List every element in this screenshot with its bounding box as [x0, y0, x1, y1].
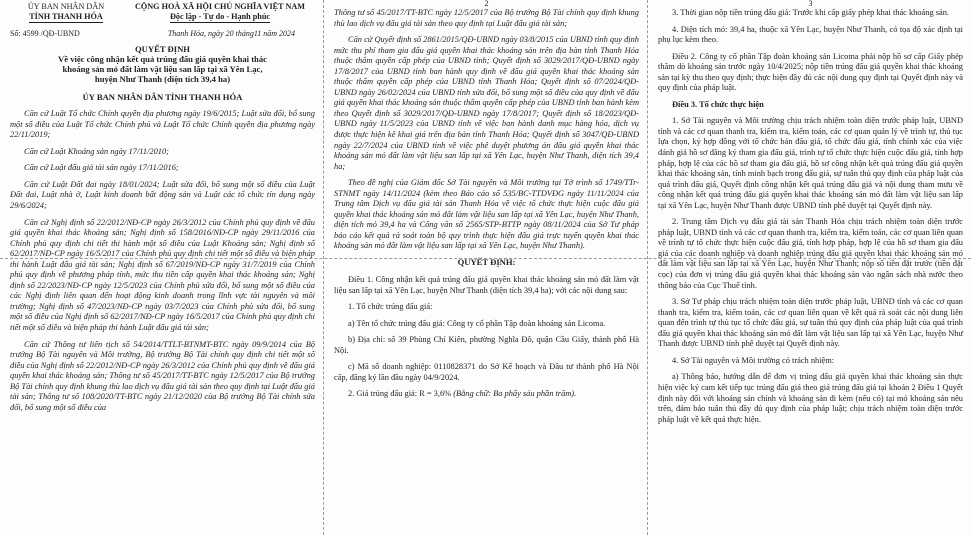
- article-3-item-2: 2. Trung tâm Dịch vụ đấu giá tài sản Thanh Hóa chịu trách nhiệm toàn diện trước pháp luật, UBND tỉnh và các cơ quan thanh tra, kiểm tra, kiểm toán, các cơ quan liên quan về trình tự tổ chức thực hiện cuộc đấu giá, tính hợp pháp, hợp lệ của hồ sơ tham gia đấu giá của các doanh nghiệp và doanh nghiệp trúng đấu giá quyền khai thác khoáng sản mỏ đất làm vật liệu san lấp tại xã Yên Lạc, huyện Như Thanh; nộp số tiền đặt trước (tiền đặt cọc) của đơn vị trúng đấu giá quyền khai thác khoáng sản vào ngân sách nhà nước theo thông báo của Cục Thuế tỉnh.: [658, 217, 963, 290]
- page-number: 3: [808, 0, 813, 8]
- legal-basis: Thông tư số 45/2017/TT-BTC ngày 12/5/2017 của Bộ trưởng Bộ Tài chính quy định khung thù lao dịch vụ đấu giá tài sản theo quy định tại Luật đấu giá tài sản;: [334, 8, 639, 28]
- document-header: [10, 2, 315, 23]
- article-3-heading: Điều 3. Tổ chức thực hiện: [672, 99, 764, 109]
- article-3-item-4: 4. Sở Tài nguyên và Môi trường có trách nhiệm:: [672, 355, 835, 365]
- legal-basis: Căn cứ Thông tư liên tịch số 54/2014/TTLT-BTNMT-BTC ngày 09/9/2014 của Bộ trưởng Bộ Tài nguyên và Môi trường, Bộ trưởng Bộ Tài chính quy định chi tiết một số điều của Nghị định số 22/2012/NĐ-CP ngày 26/3/2012 của Chính phủ quy định về đấu giá quyền khai thác khoáng sản; Thông tư số 45/2017/TT-BTC ngày 12/5/2017 của Bộ trưởng Bộ Tài chính quy định khung thù lao dịch vụ đấu giá tài sản theo quy định tại Luật đấu giá tài sản; Thông tư số 108/2020/TT-BTC ngày 21/12/2020 của Bộ trưởng Bộ Tài chính sửa đổi, bổ sung một số điều của: [10, 339, 315, 412]
- page-2: [324, 0, 647, 535]
- national-motto-block: [125, 2, 315, 23]
- mine-area: 4. Diện tích mỏ: 39,4 ha, thuộc xã Yên Lạc, huyện Như Thanh, có tọa độ xác định tại phụ lục kèm theo.: [658, 24, 963, 45]
- place-date: Thanh Hóa, ngày 20 tháng11 năm 2024: [167, 29, 295, 39]
- article-3-item-3: 3. Sở Tư pháp chịu trách nhiệm toàn diện trước pháp luật, UBND tỉnh và các cơ quan thanh tra, kiểm tra, kiểm toán, các cơ quan liên quan về kết quả rà soát các nội dung liên quan đến trình tự thủ tục tổ chức đấu giá, sự tuân thủ quy định của pháp luật của quá trình đấu giá quyền khai thác khoáng sản mỏ đất làm vật liệu san lấp tại xã Yên Lạc, huyện Như Thanh được UBND tỉnh phê duyệt tại Quyết định này.: [658, 297, 963, 349]
- agency-line-2: TỈNH THANH HÓA: [29, 12, 103, 24]
- page-number: 2: [484, 0, 489, 8]
- article-3-item-4a: a) Thông báo, hướng dẫn để đơn vị trúng đấu giá quyền khai thác khoáng sản thực hiện việc ký cam kết tiếp tục trúng đấu giá theo giá trúng đấu giá tại khoản 2 Điều 1 Quyết định này đối với khoáng sản chính và khoáng sản đi kèm (nếu có) tại mỏ khoáng sản nêu trên, đảm bảo tuân thủ đầy đủ quy định của pháp luật; chịu trách nhiệm toàn diện trước pháp luật về kết quả thực hiện.: [658, 372, 963, 424]
- decision-heading: QUYẾT ĐỊNH:: [457, 257, 516, 268]
- column-divider: [323, 0, 324, 535]
- country-name: CỘNG HOÀ XÃ HỘI CHỦ NGHĨA VIỆT NAM: [134, 2, 306, 11]
- article-3-item-1: 1. Sở Tài nguyên và Môi trường chịu trách nhiệm toàn diện trước pháp luật, UBND tỉnh và các cơ quan thanh tra, kiểm tra, kiểm toán, các cơ quan quản lý về trình tự, thủ tục lựa chọn, ký hợp đồng với tổ chức bán đấu giá, tổ chức đấu giá, tính chính xác của việc đánh giá hồ sơ đăng ký tham gia đấu giá, trình tự tổ chức thực hiện cuộc đấu giá, tính hợp pháp, hợp lệ của các hồ sơ tham gia đấu giá, hồ sơ công nhận kết quả trúng đấu giá quyền khai thác khoáng sản, tính minh bạch trong đấu giá, sự tuân thủ quy định của pháp luật của quá trình đấu giá, Quyết định công nhận kết quả trúng đấu giá và nội dung tham mưu về công nhận kết quả trúng đấu giá quyền khai thác khoáng sản mỏ đất làm vật liệu san lấp tại xã Yên Lạc, huyện Như Thanh được UBND tỉnh phê duyệt tại Quyết định này.: [658, 116, 963, 210]
- article-2: Điều 2. Công ty cổ phần Tập đoàn khoáng sản Licoma phải nộp hồ sơ cấp Giấy phép thăm dò khoáng sản trước ngày 10/4/2025; nộp tiền trúng đấu giá quyền khai thác khoáng sản tại kỳ thu theo quy định; thực hiện đầy đủ các nội dung quy định tại Quyết định này và quy định của pháp luật.: [658, 51, 963, 93]
- doc-number: Số: 4599 /QĐ-UBND: [10, 29, 80, 39]
- doc-meta: [10, 29, 315, 38]
- winning-price-value: 2. Giá trúng đấu giá: R = 3,6%: [348, 389, 454, 399]
- legal-basis: Căn cứ Luật Khoáng sản ngày 17/11/2010;: [24, 146, 169, 156]
- agency-block: [10, 2, 122, 23]
- winner-name: a) Tên tổ chức trúng đấu giá: Công ty cổ phần Tập đoàn khoáng sản Licoma.: [348, 318, 606, 328]
- decision-title: QUYẾT ĐỊNH: [135, 44, 190, 55]
- winning-price-words: (Bằng chữ: Ba phẩy sáu phần trăm).: [453, 389, 577, 399]
- legal-basis: Căn cứ Quyết định số 2861/2015/QĐ-UBND ngày 03/8/2015 của UBND tỉnh quy định mức thu phí tham gia đấu giá quyền khai thác khoáng sản trên địa bàn tỉnh Thanh Hóa thuộc thẩm quyền cấp phép của UBND tỉnh; Quyết định số 3029/2017/QĐ-UBND ngày 17/8/2017 của UBND tỉnh ban hành quy định về đấu giá quyền khai thác khoáng sản thuộc thẩm quyền cấp phép của UBND tỉnh Thanh Hóa; Quyết định số 07/2024/QĐ-UBND ngày 26/02/2024 của UBND tỉnh sửa đổi, bổ sung một số điều của quy định về đấu giá quyền khai thác khoáng sản thuộc thẩm quyền cấp phép của UBND tỉnh ban hành kèm theo Quyết định số 3029/2017/QĐ-UBND ngày 17/8/2017; Quyết định số 18/2023/QĐ-UBND ngày 11/5/2023 của UBND tỉnh về việc ban hành danh mục hàng hóa, dịch vụ được thực hiện kê khai giá trên địa bàn tỉnh Thanh Hóa; Quyết định số 3047/QĐ-UBND ngày 22/7/2024 của UBND tỉnh về việc phê duyệt phương án đấu giá quyền khai thác khoáng sản mỏ đất làm vật liệu san lấp tại xã Yên Lạc, huyện Như Thanh, diện tích 39,4 ha;: [334, 35, 639, 171]
- winner-address: b) Địa chỉ: số 39 Phùng Chí Kiên, phường Nghĩa Đô, quận Cầu Giấy, thành phố Hà Nội.: [334, 335, 639, 355]
- subtitle-line-2: khoáng sản mỏ đất làm vật liệu san lấp tại xã Yên Lạc,: [62, 64, 263, 75]
- article-1: Điều 1. Công nhận kết quả trúng đấu giá quyền khai thác khoáng sản mỏ đất làm vật liệu san lấp tại xã Yên Lạc, huyện Như Thanh (diện tích 39,4 ha); với các nội dung sau:: [334, 275, 639, 295]
- legal-basis: Căn cứ Nghị định số 22/2012/NĐ-CP ngày 26/3/2012 của Chính phủ quy định về đấu giá quyền khai thác khoáng sản; Nghị định số 158/2016/NĐ-CP ngày 29/11/2016 của Chính phủ quy định chi tiết thi hành một số điều của Luật Khoáng sản; Nghị định số 62/2017/NĐ-CP ngày 16/5/2017 của Chính phủ quy định chi tiết một số điều và biện pháp thi hành Luật đấu giá tài sản; Nghị định số 67/2019/NĐ-CP ngày 31/7/2019 của Chính phủ quy định về phương pháp tính, mức thu tiền cấp quyền khai thác khoáng sản; Nghị định số 22/2023/NĐ-CP ngày 12/5/2023 của Chính phủ sửa đổi, bổ sung một số điều của các Nghị định liên quan đến hoạt động kinh doanh trong lĩnh vực tài nguyên và môi trường; Nghị định số 47/2023/NĐ-CP ngày 03/7/2023 của Chính phủ sửa đổi, bổ sung một số điều của Nghị định số 62/2017/NĐ-CP ngày 16/5/2017 của Chính phủ quy định chi tiết một số điều và biện pháp thi hành Luật đấu giá tài sản;: [10, 217, 315, 333]
- motto: Độc lập - Tự do - Hạnh phúc: [170, 12, 270, 24]
- payment-time: 3. Thời gian nộp tiền trúng đấu giá: Trước khi cấp giấy phép khai thác khoáng sản.: [672, 8, 950, 17]
- proposal-basis: Theo đề nghị của Giám đốc Sở Tài nguyên và Môi trường tại Tờ trình số 1749/TTr-STNMT ngày 14/11/2024 (kèm theo Báo cáo số 535/BC-TTDVĐG ngày 11/11/2024 của Trung tâm Dịch vụ đấu giá tài sản Thanh Hóa về việc tổ chức thực hiện cuộc đấu giá quyền khai thác khoáng sản mỏ đất làm vật liệu san lấp tại xã Yên Lạc, huyện Như Thanh, diện tích mỏ 39,4 ha và Công văn số 2565/STP-BTTP ngày 08/11/2024 của Sở Tư pháp báo cáo kết quả rà soát toàn bộ quy trình thực hiện đấu giá trực tuyến quyền khai thác khoáng sản mỏ đất làm vật liệu san lấp tại xã Yên Lạc, huyện Như Thanh).: [334, 178, 639, 251]
- legal-basis: Căn cứ Luật Tổ chức Chính quyền địa phương ngày 19/6/2015; Luật sửa đổi, bổ sung một số điều của Luật Tổ chức Chính phủ và Luật Tổ chức Chính quyền địa phương ngày 22/11/2019;: [10, 109, 315, 140]
- issuer-heading: ỦY BAN NHÂN DÂN TỈNH THANH HÓA: [82, 92, 243, 103]
- page-3: [648, 0, 971, 535]
- winner-heading: 1. Tổ chức trúng đấu giá:: [348, 302, 433, 312]
- subtitle-line-3: huyện Như Thanh (diện tích 39,4 ha): [94, 74, 231, 85]
- column-divider: [647, 0, 648, 535]
- winner-tax-code: c) Mã số doanh nghiệp: 0110828371 do Sở Kế hoạch và Đầu tư thành phố Hà Nội cấp, đăng ký lần đầu ngày 04/9/2024.: [334, 362, 639, 382]
- fold-line: [0, 258, 971, 259]
- legal-basis: Căn cứ Luật Đất đai ngày 18/01/2024; Luật sửa đổi, bổ sung một số điều của Luật Đất đai, Luật nhà ở, Luật kinh doanh bất động sản và Luật các tổ chức tín dụng ngày 29/6/2024;: [10, 179, 315, 211]
- agency-line-1: ỦY BAN NHÂN DÂN: [27, 2, 105, 11]
- page-1: [0, 0, 323, 535]
- subtitle-line-1: Về việc công nhận kết quả trúng đấu giá quyền khai thác: [58, 54, 267, 65]
- legal-basis: Căn cứ Luật đấu giá tài sản ngày 17/11/2016;: [24, 163, 179, 173]
- winning-price: [334, 389, 639, 400]
